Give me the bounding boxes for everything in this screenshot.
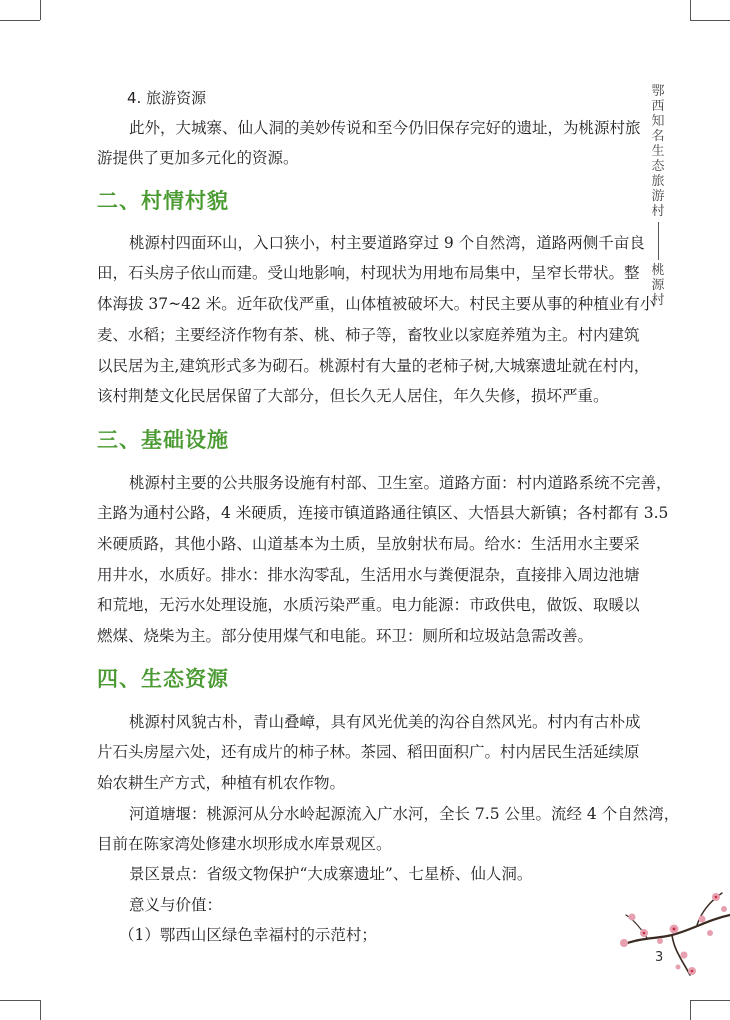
paragraph-line: 田，石头房子依山而建。受山地影响，村现状为用地布局集中，呈窄长带状。整	[97, 264, 640, 282]
paragraph-line: 燃煤、烧柴为主。部分使用煤气和电能。环卫：厕所和垃圾站急需改善。	[97, 627, 594, 645]
crop-mark	[0, 1000, 40, 1001]
running-header-title: 鄂西知名生态旅游村	[651, 84, 665, 219]
crop-mark	[690, 1000, 730, 1001]
running-header-subtitle: 桃源村	[651, 263, 665, 308]
paragraph-line: 此外，大城寨、仙人洞的美妙传说和至今仍旧保存完好的遗址，为桃源村旅	[129, 119, 641, 137]
paragraph-line: 河道塘堰：桃源河从分水岭起源流入广水河，全长 7.5 公里。流经 4 个自然湾，	[129, 805, 680, 823]
paragraph-line: 桃源村风貌古朴，青山叠嶂，具有风光优美的沟谷自然风光。村内有古朴成	[129, 713, 641, 731]
paragraph-line: 该村荆楚文化民居保留了大部分，但长久无人居住，年久失修，损坏严重。	[97, 387, 609, 405]
subheading-tourism: 4. 旅游资源	[127, 89, 207, 107]
paragraph-line: 景区景点：省级文物保护“大成寨遗址”、七星桥、仙人洞。	[129, 865, 533, 883]
paragraph-line: 游提供了更加多元化的资源。	[97, 149, 299, 167]
paragraph-line: 桃源村主要的公共服务设施有村部、卫生室。道路方面：村内道路系统不完善，	[129, 474, 672, 492]
paragraph-line: 目前在陈家湾处修建水坝形成水库景观区。	[97, 835, 392, 853]
section-heading-infrastructure: 三、基础设施	[97, 427, 229, 452]
paragraph-line: 米硬质路，其他小路、山道基本为土质，呈放射状布局。给水：生活用水主要采	[97, 535, 640, 553]
list-item: （1）鄂西山区绿色幸福村的示范村；	[119, 926, 377, 944]
paragraph-line: 意义与价值：	[129, 896, 223, 914]
running-header	[650, 84, 666, 308]
crop-mark	[690, 0, 691, 20]
paragraph-line: 片石头房屋六处，还有成片的柿子林。茶园、稻田面积广。村内居民生活延续原	[97, 743, 640, 761]
crop-mark	[690, 1000, 691, 1020]
crop-mark	[40, 0, 41, 20]
section-heading-ecology: 四、生态资源	[97, 666, 229, 691]
crop-mark	[690, 20, 730, 21]
crop-mark	[0, 20, 40, 21]
paragraph-line: 以民居为主,建筑形式多为砌石。桃源村有大量的老柿子树,大城寨遗址就在村内，	[97, 357, 650, 375]
paragraph-line: 桃源村四面环山，入口狭小，村主要道路穿过 9 个自然湾，道路两侧千亩良	[129, 234, 645, 252]
paragraph-line: 体海拔 37~42 米。近年砍伐严重，山体植被破坏大。村民主要从事的种植业有小	[97, 295, 656, 313]
paragraph-line: 始农耕生产方式，种植有机农作物。	[97, 774, 346, 792]
running-header-dash	[658, 222, 659, 260]
section-heading-village: 二、村情村貌	[97, 188, 229, 213]
plum-blossom-illustration	[612, 875, 730, 985]
paragraph-line: 主路为通村公路，4 米硬质，连接市镇道路通往镇区、大悟县大新镇；各村都有 3.5	[97, 504, 669, 522]
page-number: 3	[655, 950, 664, 965]
crop-mark	[40, 1000, 41, 1020]
paragraph-line: 和荒地，无污水处理设施，水质污染严重。电力能源：市政供电，做饭、取暖以	[97, 596, 640, 614]
paragraph-line: 麦、水稻；主要经济作物有茶、桃、柿子等，畜牧业以家庭养殖为主。村内建筑	[97, 326, 640, 344]
paragraph-line: 用井水，水质好。排水：排水沟零乱，生活用水与粪便混杂，直接排入周边池塘	[97, 566, 640, 584]
